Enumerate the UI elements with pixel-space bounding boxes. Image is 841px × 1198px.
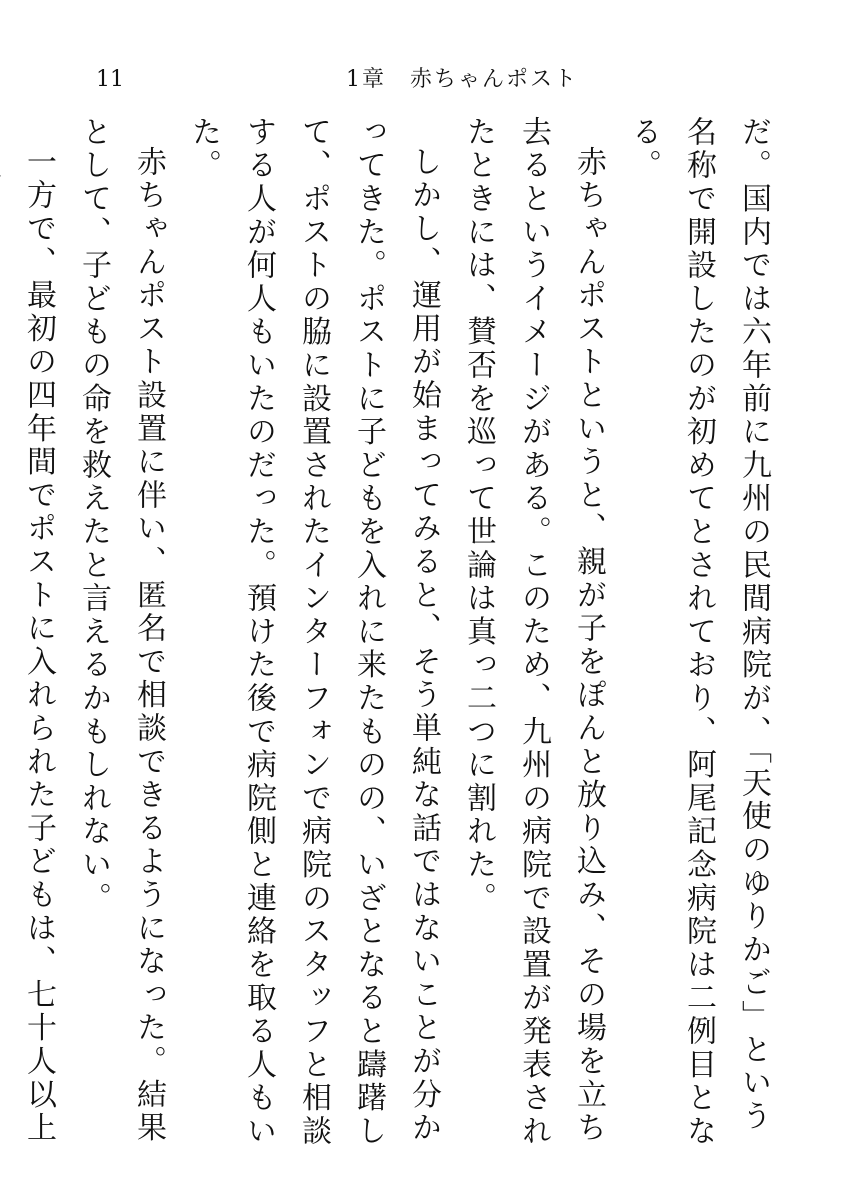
paragraph: だ。国内では六年前に九州の民間病院が、「天使のゆりかご」という名称で開設したのが初めてとされており、阿尾記念病院は二例目となる。 (626, 116, 771, 1149)
paragraph: しかし、運用が始まってみると、そう単純な話ではないことが分かってきた。ポストに子どもを入れに来たものの、いざとなると躊躇して、ポストの脇に設置されたインターフォンで病院のスタッフと相談する人が何人もいたのだった。預けた後で病院側と連絡を取る人もいた。 (186, 116, 441, 1149)
paragraph: 赤ちゃんポスト設置に伴い、匿名で相談できるようになった。結果として、子どもの命を救えたと言えるかもしれない。 (76, 116, 166, 1145)
paragraph: 赤ちゃんポストというと、親が子をぽんと放り込み、その場を立ち去るというイメージがある。このため、九州の病院で設置が発表されたときには、賛否を巡って世論は真っ二つに割れた。 (461, 116, 606, 1149)
paragraph: 一方で、最初の四年間でポストに入れられた子どもは、七十人以上 (21, 146, 56, 1145)
body-text (21, 116, 781, 1156)
page-number: 11 (96, 67, 124, 92)
running-header: 1章 赤ちゃんポスト (346, 67, 578, 92)
